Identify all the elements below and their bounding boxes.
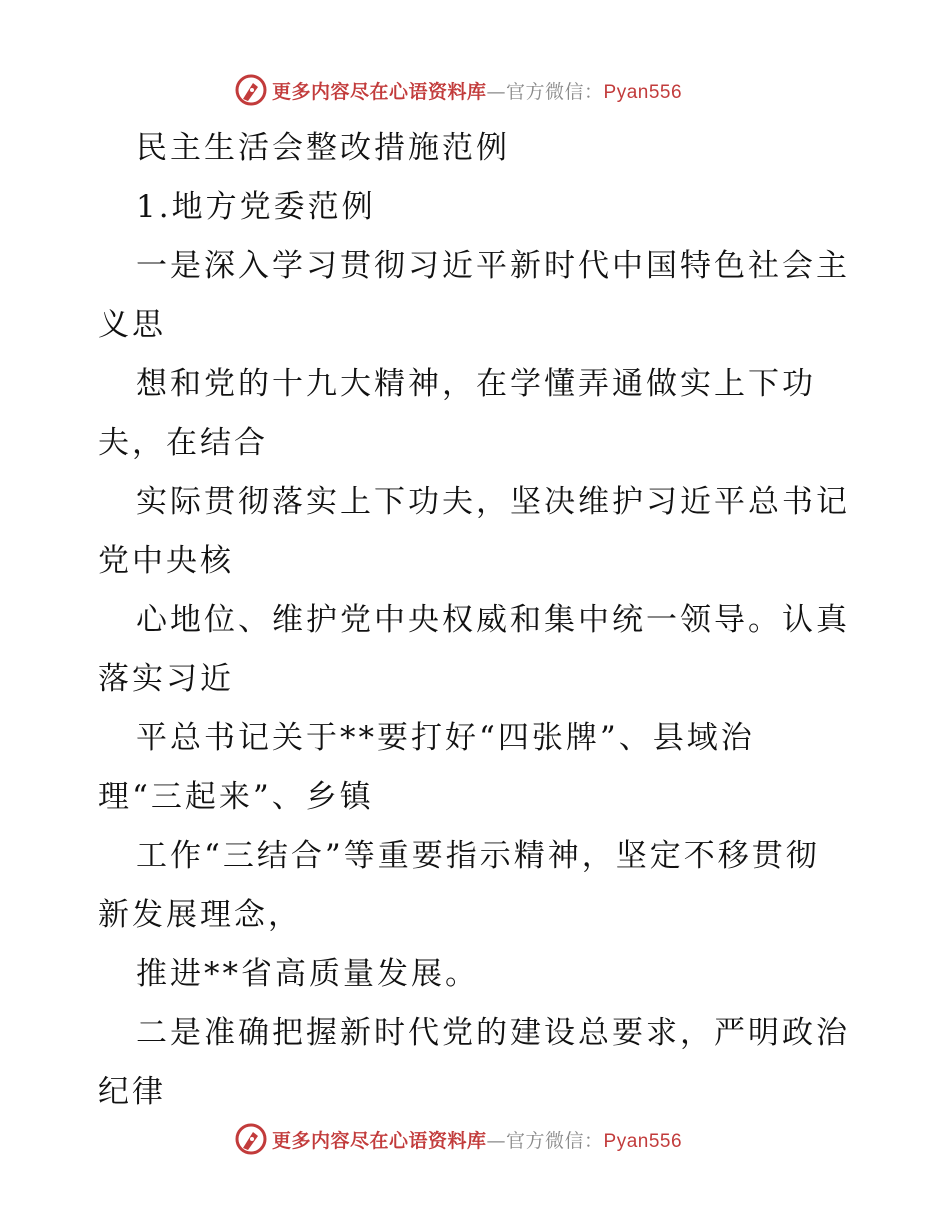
watermark-text: 更多内容尽在心语资料库—官方微信：Pyan556 bbox=[272, 1129, 683, 1152]
paragraph-line: 工作“三结合”等重要指示精神，坚定不移贯彻 bbox=[136, 838, 820, 874]
watermark-text: 更多内容尽在心语资料库—官方微信：Pyan556 bbox=[272, 80, 683, 103]
paragraph-line: 推进**省高质量发展。 bbox=[136, 956, 479, 992]
paragraph-line: 实际贯彻落实上下功夫，坚决维护习近平总书记 bbox=[136, 484, 850, 520]
paragraph-line: 义思 bbox=[98, 307, 166, 343]
paragraph-line: 理“三起来”、乡镇 bbox=[98, 779, 374, 815]
doc-title: 民主生活会整改措施范例 bbox=[136, 130, 510, 166]
pen-nib-circle-icon bbox=[234, 73, 268, 107]
paragraph-line: 党中央核 bbox=[98, 543, 234, 579]
watermark-header bbox=[234, 70, 682, 110]
paragraph-line: 想和党的十九大精神，在学懂弄通做实上下功 bbox=[136, 366, 816, 402]
paragraph-line: 二是准确把握新时代党的建设总要求，严明政治 bbox=[136, 1015, 850, 1051]
paragraph-line: 纪律 bbox=[98, 1074, 166, 1110]
paragraph-line: 平总书记关于**要打好“四张牌”、县域治 bbox=[136, 720, 755, 756]
paragraph-line: 落实习近 bbox=[98, 661, 234, 697]
paragraph-line: 夫，在结合 bbox=[98, 425, 268, 461]
paragraph-line: 一是深入学习贯彻习近平新时代中国特色社会主 bbox=[136, 248, 850, 284]
document-body bbox=[98, 119, 858, 1122]
pen-nib-circle-icon bbox=[234, 1122, 268, 1156]
section-heading: 1.地方党委范例 bbox=[136, 189, 376, 225]
paragraph-line: 心地位、维护党中央权威和集中统一领导。认真 bbox=[136, 602, 850, 638]
paragraph-line: 新发展理念， bbox=[98, 897, 302, 933]
watermark-footer bbox=[234, 1119, 682, 1159]
